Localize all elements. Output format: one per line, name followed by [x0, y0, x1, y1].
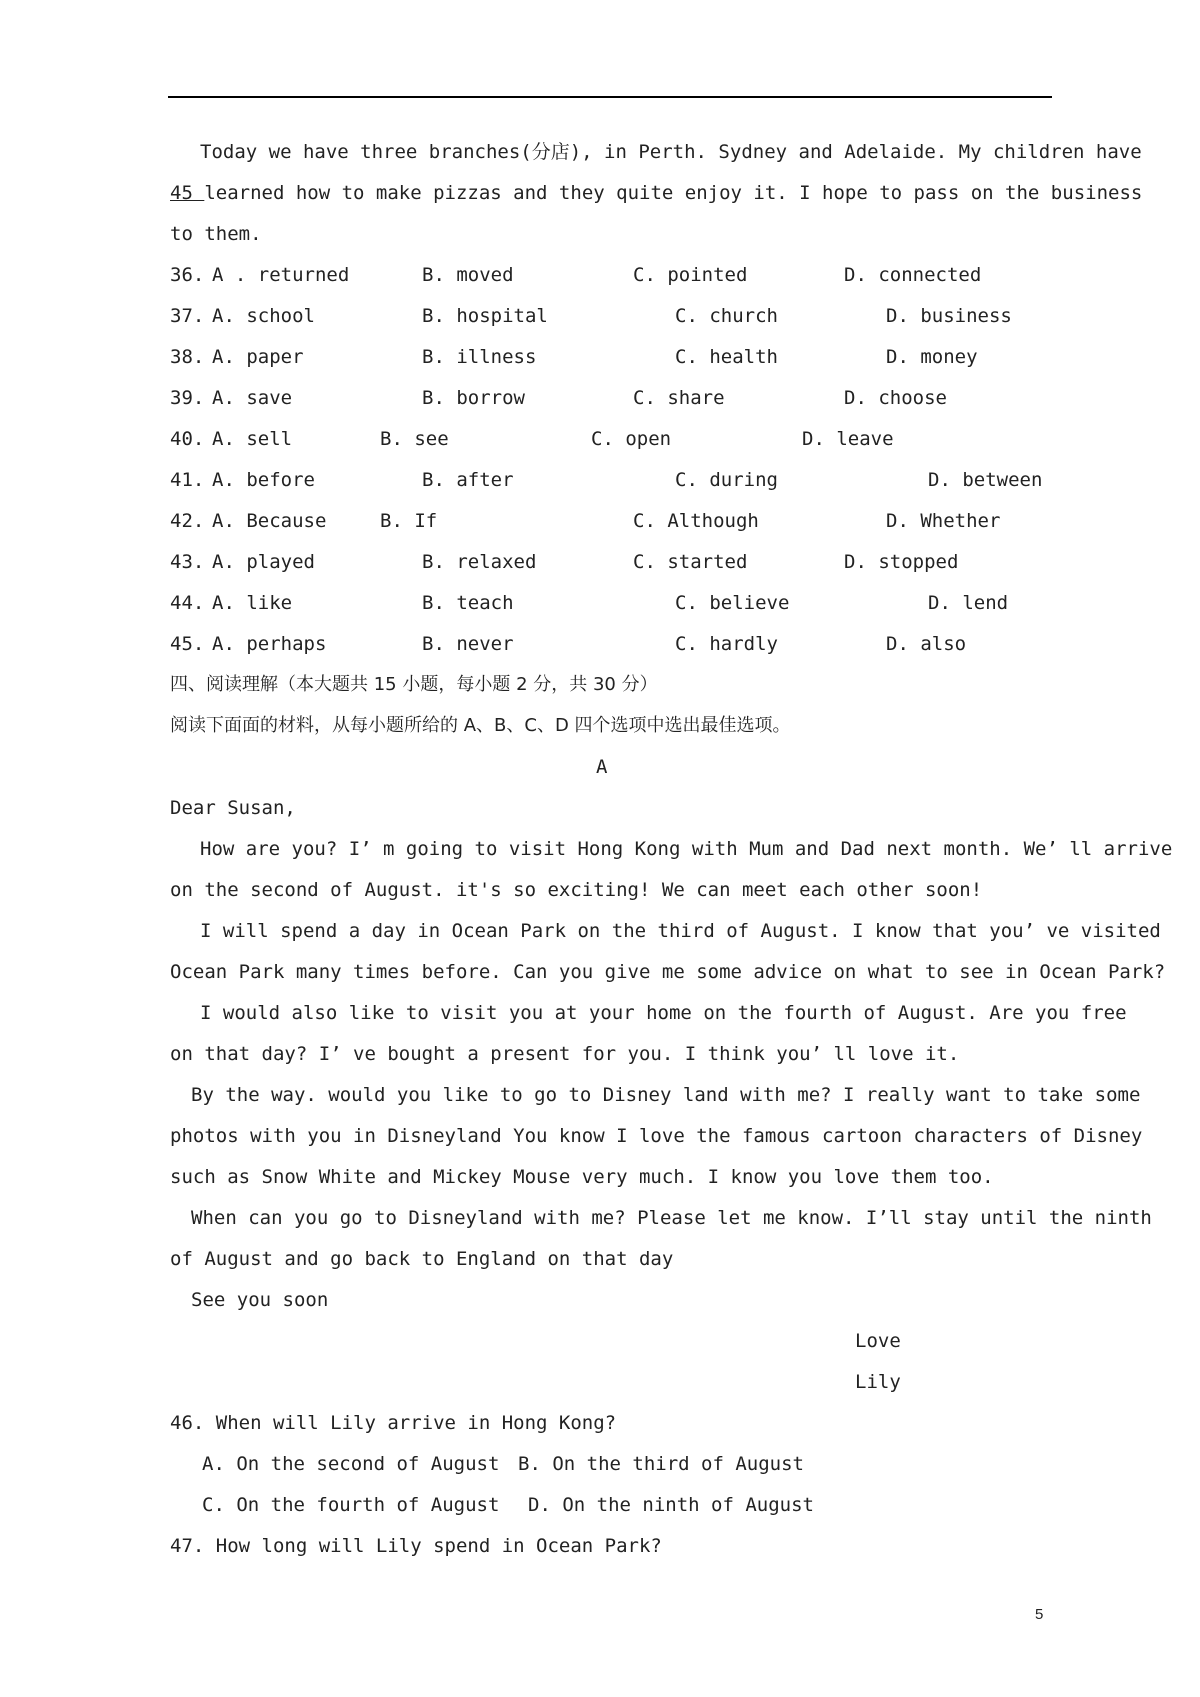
option-c: C. church [675, 305, 778, 327]
option-b: B. If [380, 510, 438, 532]
option-d: D. between [928, 469, 1043, 491]
option-d: D. stopped [844, 551, 959, 573]
option-a: A. school [212, 305, 315, 327]
question-number: 40. [170, 428, 205, 450]
passage-line-2 [170, 181, 1142, 205]
option-d: D. leave [802, 428, 894, 450]
letter-line: Ocean Park many times before. Can you give me some advice on what to see in Ocean Park? [170, 961, 1166, 983]
letter-line: on the second of August. it's so exciting! We can meet each other soon! [170, 879, 983, 901]
letter-line: How are you? I’ m going to visit Hong Kong with Mum and Dad next month. We’ ll arrive [200, 838, 1173, 860]
option-c: C. health [675, 346, 778, 368]
blank-45: 45 [170, 182, 205, 204]
option-c: C. open [591, 428, 672, 450]
option-c: C. Although [633, 510, 759, 532]
option-a: A. before [212, 469, 315, 491]
option-b: B. teach [422, 592, 514, 614]
question-number: 42. [170, 510, 205, 532]
section-instruction: 阅读下面面的材料，从每小题所给的 A、B、C、D 四个选项中选出最佳选项。 [170, 715, 791, 736]
section-heading: 四、阅读理解（本大题共 15 小题，每小题 2 分，共 30 分） [170, 674, 658, 695]
question-number: 43. [170, 551, 205, 573]
question-46-option-a: A. On the second of August [202, 1453, 500, 1475]
question-number: 36. [170, 264, 205, 286]
letter-line: I will spend a day in Ocean Park on the third of August. I know that you’ ve visited [200, 920, 1161, 942]
option-b: B. hospital [422, 305, 548, 327]
question-46-option-c: C. On the fourth of August [202, 1494, 500, 1516]
question-47-stem: 47. How long will Lily spend in Ocean Park? [170, 1535, 662, 1557]
letter-line: When can you go to Disneyland with me? Please let me know. I’ll stay until the ninth [191, 1207, 1152, 1229]
option-d: D. connected [844, 264, 982, 286]
option-d: D. lend [928, 592, 1009, 614]
letter-line: photos with you in Disneyland You know I love the famous cartoon characters of Disney [170, 1125, 1143, 1147]
option-b: B. illness [422, 346, 537, 368]
question-number: 39. [170, 387, 205, 409]
option-b: B. after [422, 469, 514, 491]
option-c: C. pointed [633, 264, 748, 286]
option-a: A . returned [212, 264, 350, 286]
page-number: 5 [1035, 1606, 1044, 1623]
letter-line: of August and go back to England on that day [170, 1248, 674, 1270]
question-number: 44. [170, 592, 205, 614]
passage-line-1: Today we have three branches(分店), in Perth. Sydney and Adelaide. My children have [200, 141, 1142, 163]
question-number: 45. [170, 633, 205, 655]
question-46-stem: 46. When will Lily arrive in Hong Kong? [170, 1412, 617, 1434]
letter-salutation: Dear Susan, [170, 797, 296, 819]
letter-line: By the way. would you like to go to Disney land with me? I really want to take some [191, 1084, 1141, 1106]
passage-line-3: to them. [170, 223, 262, 245]
option-a: A. perhaps [212, 633, 327, 655]
option-d: D. business [886, 305, 1012, 327]
passage-line-2-text: learned how to make pizzas and they quite enjoy it. I hope to pass on the business [204, 182, 1143, 204]
option-c: C. share [633, 387, 725, 409]
option-b: B. never [422, 633, 514, 655]
option-b: B. see [380, 428, 449, 450]
question-number: 37. [170, 305, 205, 327]
option-a: A. Because [212, 510, 327, 532]
header-rule [168, 96, 1052, 98]
option-d: D. money [886, 346, 978, 368]
letter-line: See you soon [191, 1289, 329, 1311]
question-46-option-b: B. On the third of August [518, 1453, 804, 1475]
option-c: C. hardly [675, 633, 778, 655]
passage-label: A [596, 756, 608, 778]
option-a: A. like [212, 592, 293, 614]
letter-closing: Love [855, 1330, 901, 1352]
letter-line: I would also like to visit you at your home on the fourth of August. Are you free [200, 1002, 1127, 1024]
option-b: B. relaxed [422, 551, 537, 573]
option-b: B. moved [422, 264, 514, 286]
question-number: 41. [170, 469, 205, 491]
option-d: D. Whether [886, 510, 1001, 532]
option-b: B. borrow [422, 387, 525, 409]
option-c: C. believe [675, 592, 790, 614]
question-46-option-d: D. On the ninth of August [528, 1494, 814, 1516]
letter-line: on that day? I’ ve bought a present for you. I think you’ ll love it. [170, 1043, 960, 1065]
letter-signature: Lily [855, 1371, 901, 1393]
option-d: D. choose [844, 387, 947, 409]
option-a: A. played [212, 551, 315, 573]
letter-line: such as Snow White and Mickey Mouse very much. I know you love them too. [170, 1166, 994, 1188]
question-number: 38. [170, 346, 205, 368]
option-a: A. save [212, 387, 293, 409]
option-a: A. sell [212, 428, 293, 450]
option-c: C. started [633, 551, 748, 573]
option-d: D. also [886, 633, 967, 655]
option-a: A. paper [212, 346, 304, 368]
option-c: C. during [675, 469, 778, 491]
